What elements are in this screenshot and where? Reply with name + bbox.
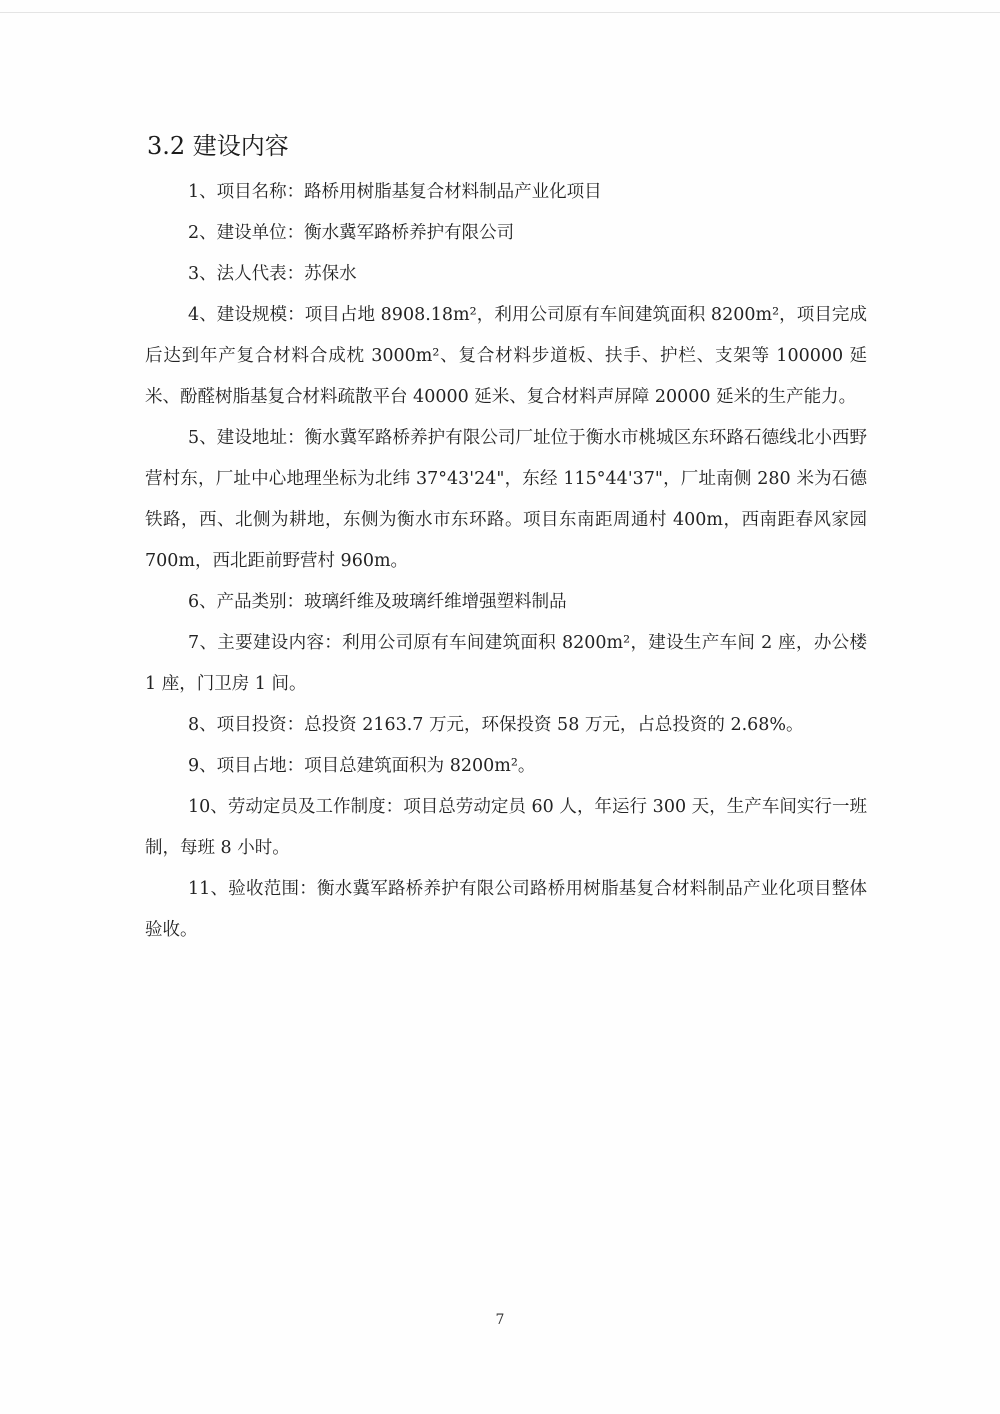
item-labor-staffing: 10、劳动定员及工作制度：项目总劳动定员 60 人，年运行 300 天，生产车间实行一班制，每班 8 小时。 [145,797,867,858]
item-product-category: 6、产品类别：玻璃纤维及玻璃纤维增强塑料制品 [188,592,567,612]
section-heading: 3.2 建设内容 [147,132,289,160]
item-construction-unit: 2、建设单位：衡水冀军路桥养护有限公司 [188,223,515,243]
item-legal-representative: 3、法人代表：苏保水 [188,264,357,284]
scan-edge-line [0,12,1000,13]
item-construction-scale: 4、建设规模：项目占地 8908.18m²，利用公司原有车间建筑面积 8200m²，项目完成后达到年产复合材料合成枕 3000m²、复合材料步道板、扶手、护栏、支架等 100000 延米、酚醛树脂基复合材料疏散平台 40000 延米、复合材料声屏障 20000 延米的生产能力。 [145,305,867,407]
item-construction-address: 5、建设地址：衡水冀军路桥养护有限公司厂址位于衡水市桃城区东环路石德线北小西野营村东，厂址中心地理坐标为北纬 37°43'24"，东经 115°44'37"，厂址南侧 280 米为石德铁路，西、北侧为耕地，东侧为衡水市东环路。项目东南距周通村 400m，西南距春风家园 700m，西北距前野营村 960m。 [145,428,867,571]
page-number: 7 [495,1312,505,1328]
item-project-investment: 8、项目投资：总投资 2163.7 万元，环保投资 58 万元，占总投资的 2.68%。 [188,715,804,735]
item-main-construction-content: 7、主要建设内容：利用公司原有车间建筑面积 8200m²，建设生产车间 2 座，办公楼 1 座，门卫房 1 间。 [145,633,867,694]
item-project-name: 1、项目名称：路桥用树脂基复合材料制品产业化项目 [188,182,602,202]
item-project-land: 9、项目占地：项目总建筑面积为 8200m²。 [188,756,536,776]
item-acceptance-scope: 11、验收范围：衡水冀军路桥养护有限公司路桥用树脂基复合材料制品产业化项目整体验收。 [145,879,867,940]
section-body [145,172,867,951]
